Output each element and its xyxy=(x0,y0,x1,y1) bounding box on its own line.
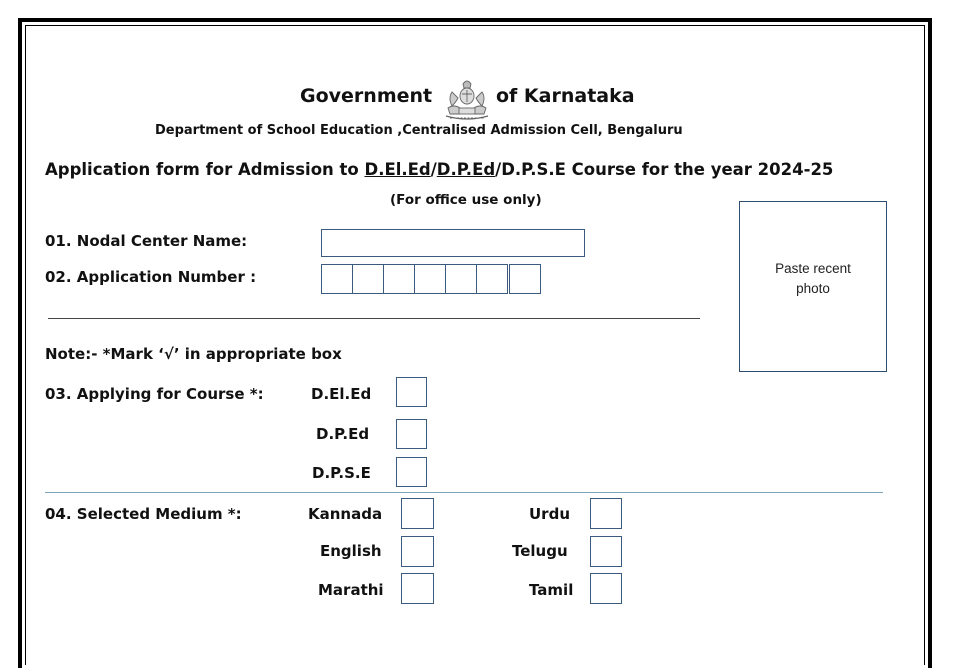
application-number-cell[interactable] xyxy=(321,264,353,294)
medium-tamil-checkbox[interactable] xyxy=(590,573,622,604)
medium-kannada-checkbox[interactable] xyxy=(401,498,434,529)
nodal-center-label: 01. Nodal Center Name: xyxy=(45,232,248,250)
medium-english-checkbox[interactable] xyxy=(401,536,434,567)
office-use-note: (For office use only) xyxy=(390,192,542,208)
application-prefix: Application form for Admission to xyxy=(45,160,365,179)
course-dped: D.P.Ed xyxy=(436,160,496,179)
medium-option-label: English xyxy=(320,542,382,560)
divider-line xyxy=(48,318,700,319)
title-karnataka: of Karnataka xyxy=(496,85,635,107)
application-number-label: 02. Application Number : xyxy=(45,268,257,286)
course-dped-checkbox[interactable] xyxy=(396,419,427,449)
application-number-cell[interactable] xyxy=(352,264,384,294)
title-government: Government xyxy=(300,85,433,107)
application-number-cell[interactable] xyxy=(383,264,415,294)
nodal-center-input[interactable] xyxy=(321,229,585,257)
application-number-cell[interactable] xyxy=(476,264,508,294)
application-number-cell[interactable] xyxy=(414,264,446,294)
divider-line xyxy=(45,492,883,493)
course-label: 03. Applying for Course *: xyxy=(45,385,264,403)
karnataka-emblem-icon xyxy=(442,78,492,122)
medium-urdu-checkbox[interactable] xyxy=(590,498,622,529)
application-title xyxy=(45,160,833,179)
medium-telugu-checkbox[interactable] xyxy=(590,536,622,567)
course-rest: /D.P.S.E Course for the year 2024-25 xyxy=(495,160,834,179)
course-sep: / xyxy=(430,160,437,179)
photo-box-label: Paste recent photo xyxy=(775,261,851,296)
medium-option-label: Telugu xyxy=(512,542,568,560)
medium-label: 04. Selected Medium *: xyxy=(45,505,242,523)
department-line: Department of School Education ,Centralised Admission Cell, Bengaluru xyxy=(155,123,683,138)
medium-option-label: Marathi xyxy=(318,581,384,599)
photo-box[interactable] xyxy=(739,201,887,372)
medium-marathi-checkbox[interactable] xyxy=(401,573,434,604)
course-deled: D.El.Ed xyxy=(364,160,431,179)
medium-option-label: Tamil xyxy=(529,581,574,599)
course-option-label: D.P.Ed xyxy=(316,425,370,443)
note-text: Note:- *Mark ‘√’ in appropriate box xyxy=(45,345,342,363)
course-option-label: D.P.S.E xyxy=(312,464,371,482)
course-dpse-checkbox[interactable] xyxy=(396,457,427,487)
medium-option-label: Kannada xyxy=(308,505,383,523)
course-deled-checkbox[interactable] xyxy=(396,377,427,407)
medium-option-label: Urdu xyxy=(529,505,570,523)
application-number-cell[interactable] xyxy=(445,264,477,294)
application-number-cell[interactable] xyxy=(509,264,541,294)
course-option-label: D.El.Ed xyxy=(311,385,372,403)
